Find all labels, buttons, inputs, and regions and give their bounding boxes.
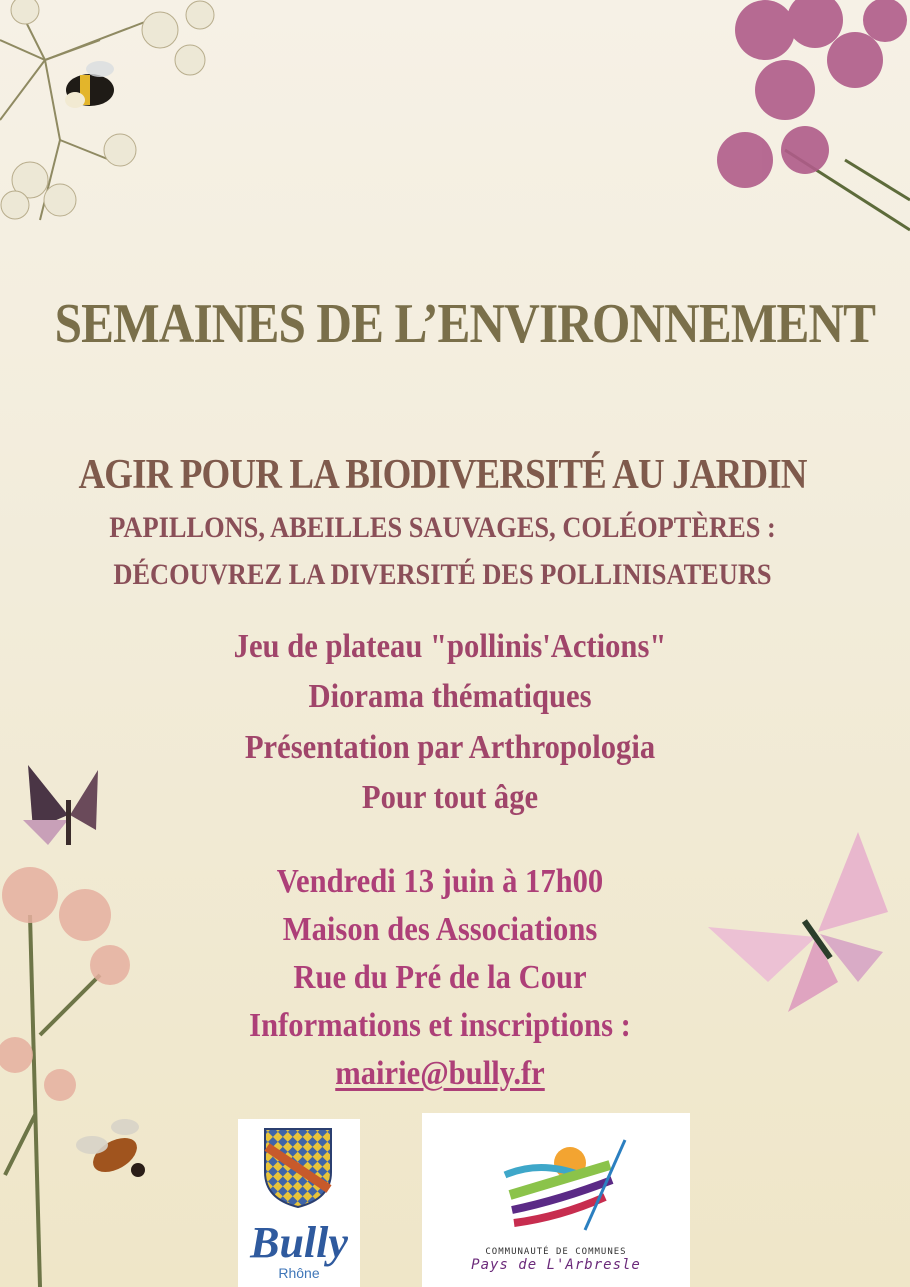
info-label: Informations et inscriptions :	[249, 1007, 631, 1044]
cc-name: Pays de L'Arbresle	[471, 1257, 641, 1273]
activity-presentation: Présentation par Arthropologia	[244, 729, 656, 766]
activity-audience: Pour tout âge	[361, 779, 539, 816]
pays-arbresle-logo	[422, 1113, 690, 1287]
activity-board-game: Jeu de plateau "pollinis'Actions"	[233, 628, 667, 665]
poster-title: SEMAINES DE L’ENVIRONNEMENT	[54, 293, 876, 355]
poster-subtitle: AGIR POUR LA BIODIVERSITÉ AU JARDIN	[78, 452, 807, 498]
event-date: Vendredi 13 juin à 17h00	[276, 863, 604, 900]
contact-email-link[interactable]: mairie@bully.fr	[335, 1055, 545, 1092]
arbresle-swoosh-icon	[500, 1135, 630, 1245]
cc-label: COMMUNAUTÉ DE COMMUNES	[485, 1247, 627, 1257]
tagline-line-2: DÉCOUVREZ LA DIVERSITÉ DES POLLINISATEURS	[113, 558, 772, 591]
activity-diorama: Diorama thématiques	[308, 678, 592, 715]
bully-wordmark: Bully	[250, 1218, 348, 1267]
tagline-line-1: PAPILLONS, ABEILLES SAUVAGES, COLÉOPTÈRES :	[109, 511, 776, 544]
bully-coat-of-arms-icon	[263, 1127, 333, 1209]
pink-phlox-flowers-illustration	[705, 0, 910, 240]
event-place: Maison des Associations	[282, 911, 598, 948]
event-street: Rue du Pré de la Cour	[293, 959, 587, 996]
wild-bee-illustration	[70, 1105, 155, 1190]
bully-region: Rhône	[278, 1265, 320, 1281]
bumblebee-illustration	[50, 55, 130, 125]
bully-logo	[238, 1119, 360, 1287]
